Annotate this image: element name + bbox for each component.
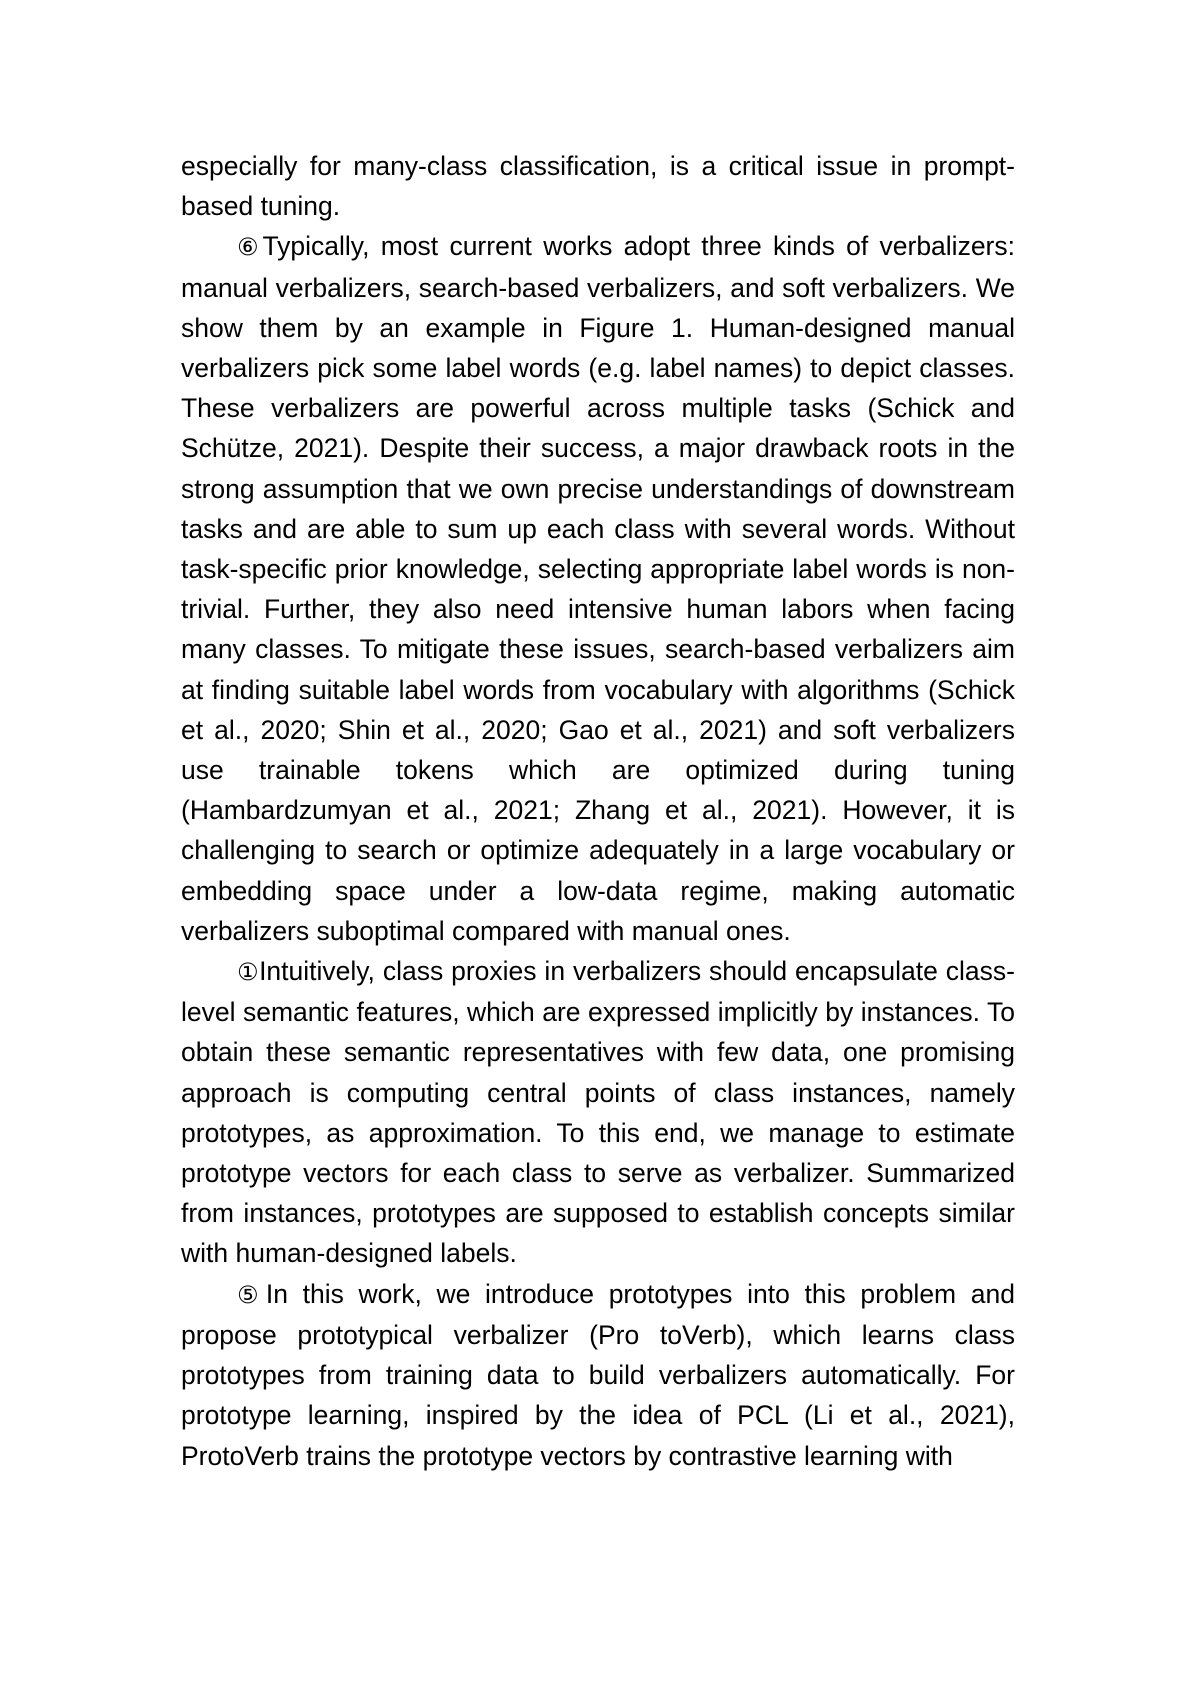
circled-number-marker: ①: [237, 958, 260, 987]
paragraph-text: In this work, we introduce prototypes into this problem and propose prototypical verbalizer (Pro toVerb), which learns class prototypes from training data to build verbalizers automatically. For prototype learning, inspired by the idea of PCL (Li et al., 2021), ProtoVerb trains the prototype vectors by contrastive learning with: [181, 1278, 1016, 1471]
paragraph-text: Intuitively, class proxies in verbalizers should encapsulate class-level semantic features, which are expressed implicitly by instances. To obtain these semantic representatives with few data, one promising approach is computing central points of class instances, namely prototypes, as approximation. To this end, we manage to estimate prototype vectors for each class to serve as verbalizer. Summarized from instances, prototypes are supposed to establish concepts similar with human-designed labels.: [181, 956, 1015, 1269]
paragraph-intuition: [181, 951, 1015, 1274]
paragraph-verbalizer-kinds: [181, 226, 1015, 951]
body-text: [181, 146, 1015, 1476]
paragraph-continuation: [181, 146, 1015, 226]
circled-number-marker: ⑥: [237, 233, 263, 262]
paragraph-this-work: [181, 1274, 1015, 1476]
paragraph-text: especially for many-class classification, is a critical issue in prompt-based tuning.: [181, 151, 1015, 222]
paragraph-text: Typically, most current works adopt three kinds of verbalizers: manual verbalizers, search-based verbalizers, and soft verbalizers. We show them by an example in Figure 1. Human-designed manual verbalizers pick some label words (e.g. label names) to depict classes. These verbalizers are powerful across multiple tasks (Schick and Schütze, 2021). Despite their success, a major drawback roots in the strong assumption that we own precise understandings of downstream tasks and are able to sum up each class with several words. Without task-specific prior knowledge, selecting appropriate label words is non-trivial. Further, they also need intensive human labors when facing many classes. To mitigate these issues, search-based verbalizers aim at finding suitable label words from vocabulary with algorithms (Schick et al., 2020; Shin et al., 2020; Gao et al., 2021) and soft verbalizers use trainable tokens which are optimized during tuning (Hambardzumyan et al., 2021; Zhang et al., 2021). However, it is challenging to search or optimize adequately in a large vocabulary or embedding space under a low-data regime, making automatic verbalizers suboptimal compared with manual ones.: [181, 231, 1015, 946]
circled-number-marker: ⑤: [237, 1280, 266, 1309]
